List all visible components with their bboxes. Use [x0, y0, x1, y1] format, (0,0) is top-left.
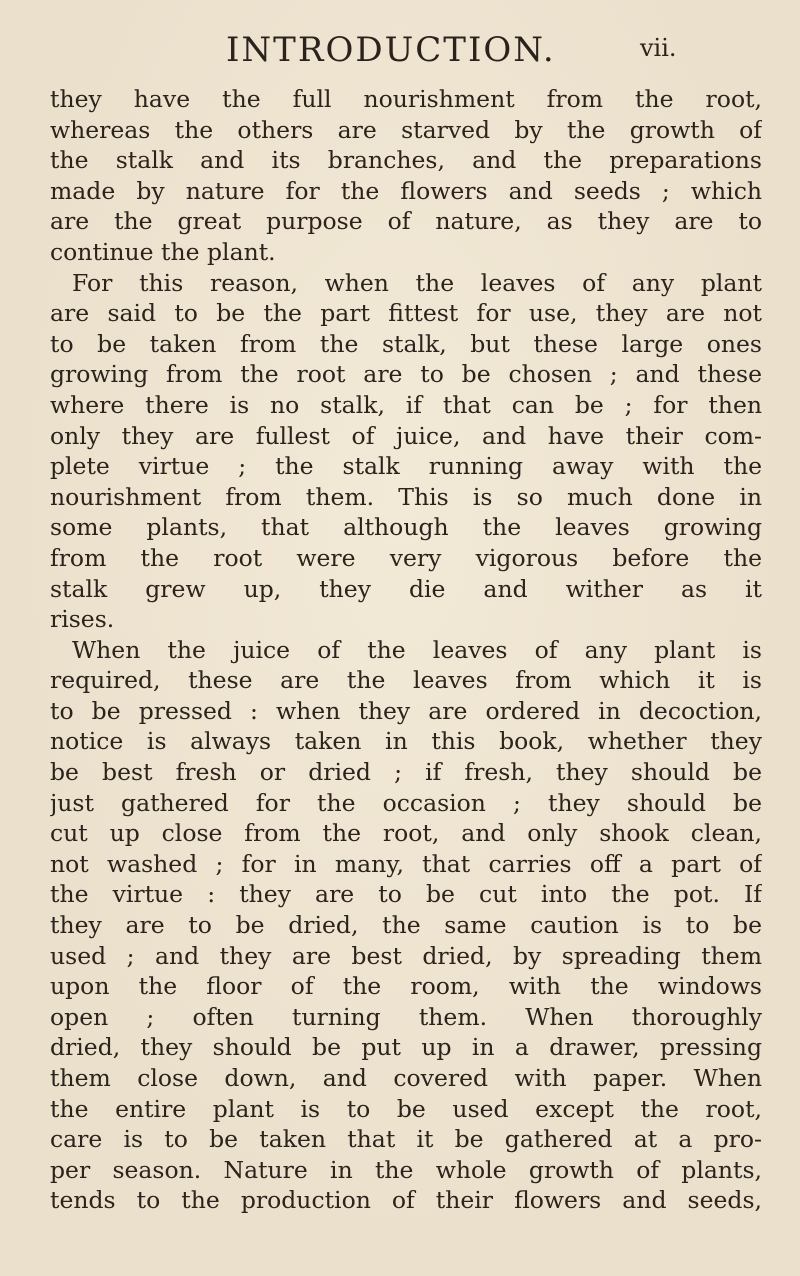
text-line: required, these are the leaves from which it is: [50, 666, 762, 695]
text-line: cut up close from the root, and only shook clean,: [50, 819, 762, 848]
text-line: some plants, that although the leaves growing: [50, 513, 762, 542]
text-line: rises.: [50, 605, 115, 634]
running-head: [0, 24, 800, 72]
text-line: be best fresh or dried ; if fresh, they should be: [50, 758, 762, 787]
text-line: tends to the production of their flowers and seeds,: [50, 1186, 762, 1215]
text-line: the stalk and its branches, and the preparations: [50, 146, 762, 175]
text-line: For this reason, when the leaves of any plant: [72, 268, 762, 297]
text-line: are the great purpose of nature, as they are to: [50, 207, 762, 236]
text-line: upon the floor of the room, with the windows: [50, 972, 762, 1001]
text-line: to be pressed : when they are ordered in decoction,: [50, 696, 762, 725]
text-line: to be taken from the stalk, but these large ones: [50, 329, 762, 358]
text-line: per season. Nature in the whole growth of plants,: [50, 1155, 762, 1184]
text-line: notice is always taken in this book, whether they: [50, 727, 762, 756]
page-number: vii.: [640, 34, 677, 62]
text-line: stalk grew up, they die and wither as it: [50, 574, 762, 603]
text-line: the entire plant is to be used except the root,: [50, 1094, 762, 1123]
text-line: them close down, and covered with paper. When: [50, 1064, 762, 1092]
text-line: When the juice of the leaves of any plant is: [72, 635, 762, 664]
body-text: [50, 84, 762, 1216]
text-line: not washed ; for in many, that carries off a part of: [50, 849, 762, 878]
text-line: only they are fullest of juice, and have their com-: [50, 421, 762, 450]
text-line: care is to be taken that it be gathered at a pro-: [50, 1125, 762, 1154]
text-line: where there is no stalk, if that can be ; for then: [50, 390, 762, 419]
text-line: they are to be dried, the same caution is to be: [50, 911, 762, 940]
text-line: used ; and they are best dried, by spreading them: [50, 941, 762, 970]
text-line: from the root were very vigorous before the: [50, 543, 762, 572]
text-line: growing from the root are to be chosen ; and these: [50, 360, 762, 389]
text-line: plete virtue ; the stalk running away with the: [50, 452, 762, 481]
text-line: the virtue : they are to be cut into the pot. If: [50, 880, 762, 909]
text-line: nourishment from them. This is so much done in: [50, 482, 762, 511]
text-line: whereas the others are starved by the growth of: [50, 115, 762, 144]
text-line: open ; often turning them. When thoroughly: [50, 1002, 762, 1031]
text-line: they have the full nourishment from the root,: [50, 85, 762, 113]
text-line: are said to be the part fittest for use, they are not: [50, 299, 762, 328]
text-line: dried, they should be put up in a drawer, pressing: [50, 1033, 762, 1062]
page-title: INTRODUCTION.: [226, 30, 556, 70]
text-line: made by nature for the flowers and seeds ; which: [50, 176, 762, 205]
text-line: continue the plant.: [50, 237, 276, 266]
text-line: just gathered for the occasion ; they should be: [50, 788, 762, 817]
